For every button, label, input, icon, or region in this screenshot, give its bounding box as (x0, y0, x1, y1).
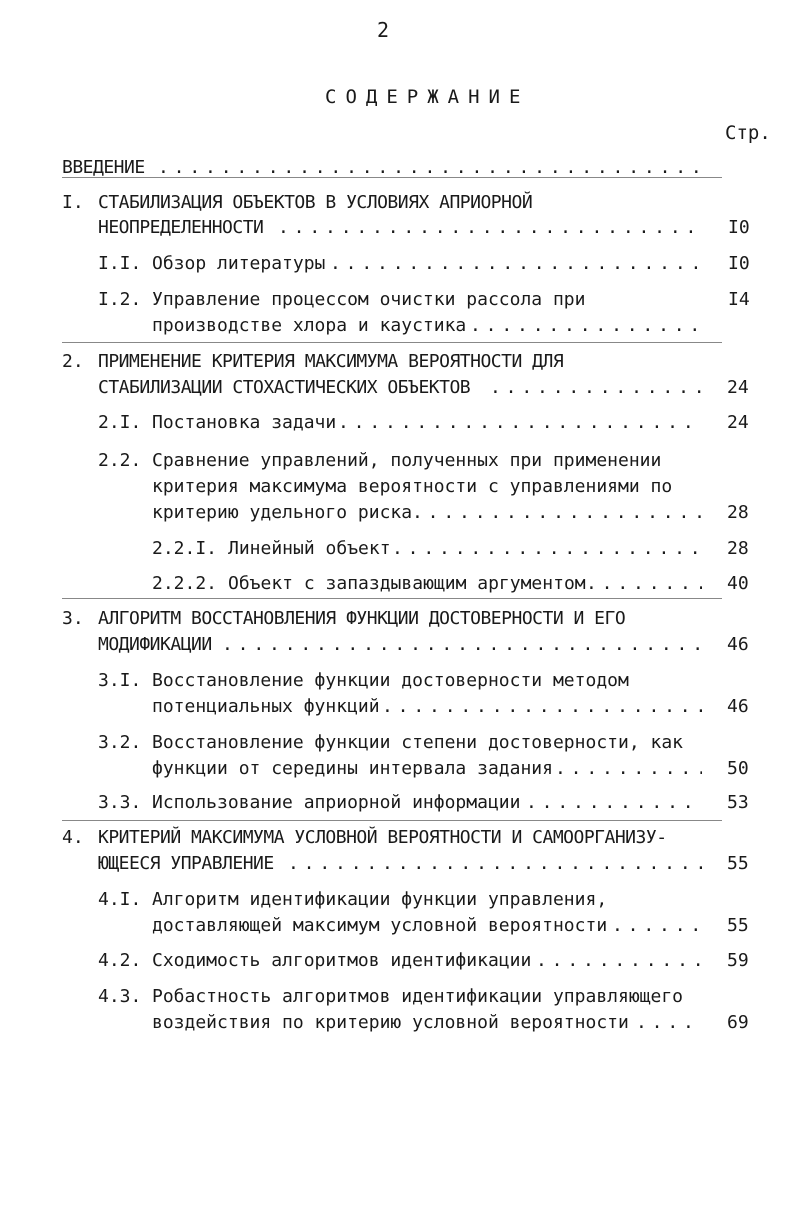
toc-entry-text: Робастность алгоритмов идентификации управляющего (152, 986, 684, 1007)
toc-leader (158, 156, 702, 180)
toc-entry-number: 3. (62, 608, 84, 629)
toc-entry-text: Использование априорной информации (152, 792, 521, 813)
toc-entry-text: Постановка задачи (152, 412, 337, 433)
toc-entry-number: 2.I. (98, 412, 142, 433)
toc-entry-text: НЕОПРЕДЕЛЕННОСТИ (98, 217, 264, 238)
toc-entry-text: СТАБИЛИЗАЦИИ СТОХАСТИЧЕСКИХ ОБЪЕКТОВ (98, 377, 471, 398)
toc-page-number: 46 (727, 634, 749, 655)
toc-entry-text: ЮЩЕЕСЯ УПРАВЛЕНИЕ (98, 853, 274, 874)
toc-entry-text: Сравнение управлений, полученных при применении (152, 450, 662, 471)
toc-leader (382, 695, 702, 719)
toc-leader (338, 411, 702, 435)
toc-entry-number: 3.I. (98, 670, 142, 691)
toc-entry-text: Объект с запаздывающим аргументом (228, 573, 586, 594)
toc-leader (490, 376, 702, 400)
toc-leader (470, 314, 702, 338)
toc-entry-text: СТАБИЛИЗАЦИЯ ОБЪЕКТОВ В УСЛОВИЯХ АПРИОРНОЙ (98, 192, 533, 213)
toc-entry-text: критерия максимума вероятности с управлениями по (152, 476, 673, 497)
section-divider (62, 598, 722, 599)
toc-leader (330, 252, 702, 276)
toc-entry-text: потенциальных функций (152, 696, 380, 717)
toc-entry-text: воздействия по критерию условной вероятности (152, 1012, 629, 1033)
toc-leader (555, 757, 702, 781)
toc-page-number: I0 (728, 253, 750, 274)
toc-page-number: 46 (727, 696, 749, 717)
toc-entry-text: производстве хлора и каустика (152, 315, 467, 336)
toc-page-number: 55 (727, 853, 749, 874)
toc-leader (278, 216, 702, 240)
toc-leader (392, 537, 702, 561)
toc-entry-number: 2.2.2. (152, 573, 218, 594)
toc-page-number: 40 (727, 573, 749, 594)
toc-entry-number: 4. (62, 827, 84, 848)
toc-entry-text: Восстановление функции степени достоверности, как (152, 732, 684, 753)
toc-page-number: 24 (727, 377, 749, 398)
toc-page-number: 53 (727, 792, 749, 813)
toc-entry-number: I.I. (98, 253, 142, 274)
toc-leader (536, 949, 702, 973)
toc-entry-text: функции от середины интервала задания (152, 758, 553, 779)
page-title: СОДЕРЖАНИЕ (325, 86, 530, 108)
toc-entry-text: критерию удельного риска (152, 502, 413, 523)
toc-page-number: I4 (728, 289, 750, 310)
toc-entry-number: 3.3. (98, 792, 142, 813)
toc-entry-number: 2. (62, 351, 84, 372)
toc-page-number: 28 (727, 538, 749, 559)
toc-entry-text: МОДИФИКАЦИИ (98, 634, 212, 655)
toc-entry-text: Алгоритм идентификации функции управления, (152, 889, 608, 910)
toc-entry-text: КРИТЕРИЙ МАКСИМУМА УСЛОВНОЙ ВЕРОЯТНОСТИ И САМООРГАНИЗУ- (98, 827, 667, 848)
toc-entry-number: 2.2. (98, 450, 142, 471)
toc-page-number: I0 (728, 217, 750, 238)
toc-entry-text: доставляющей максимум условной вероятности (152, 915, 608, 936)
toc-entry-text: Управление процессом очистки рассола при (152, 289, 586, 310)
toc-entry-number: I. (62, 192, 84, 213)
toc-page-number: 24 (727, 412, 749, 433)
toc-entry-number: 3.2. (98, 732, 142, 753)
toc-page-number: 59 (727, 950, 749, 971)
toc-entry-number: 4.I. (98, 889, 142, 910)
toc-leader (636, 1011, 702, 1035)
toc-leader (612, 914, 702, 938)
toc-page-number: 55 (727, 915, 749, 936)
toc-entry-text: Линейный объект (228, 538, 391, 559)
toc-page-number: 69 (727, 1012, 749, 1033)
toc-entry-text: Восстановление функции достоверности методом (152, 670, 629, 691)
section-divider (62, 820, 722, 821)
toc-leader (412, 501, 702, 525)
toc-leader (222, 633, 702, 657)
section-divider (62, 342, 722, 343)
toc-entry-number: I.2. (98, 289, 142, 310)
toc-entry-number: 2.2.I. (152, 538, 218, 559)
page-number: 2 (377, 18, 390, 42)
toc-entry-text: ПРИМЕНЕНИЕ КРИТЕРИЯ МАКСИМУМА ВЕРОЯТНОСТИ ДЛЯ (98, 351, 564, 372)
toc-entry-text: АЛГОРИТМ ВОССТАНОВЛЕНИЯ ФУНКЦИИ ДОСТОВЕРНОСТИ И ЕГО (98, 608, 626, 629)
toc-leader (288, 852, 702, 876)
toc-page-number: 50 (727, 758, 749, 779)
toc-entry-text: Сходимость алгоритмов идентификации (152, 950, 532, 971)
toc-entry-text: Обзор литературы (152, 253, 326, 274)
toc-leader (586, 572, 702, 596)
toc-entry-number: 4.3. (98, 986, 142, 1007)
page-column-header: Стр. (725, 122, 771, 144)
toc-leader (526, 791, 702, 815)
toc-page-number: 28 (727, 502, 749, 523)
toc-entry-text: ВВЕДЕНИЕ (62, 157, 145, 178)
toc-entry-number: 4.2. (98, 950, 142, 971)
